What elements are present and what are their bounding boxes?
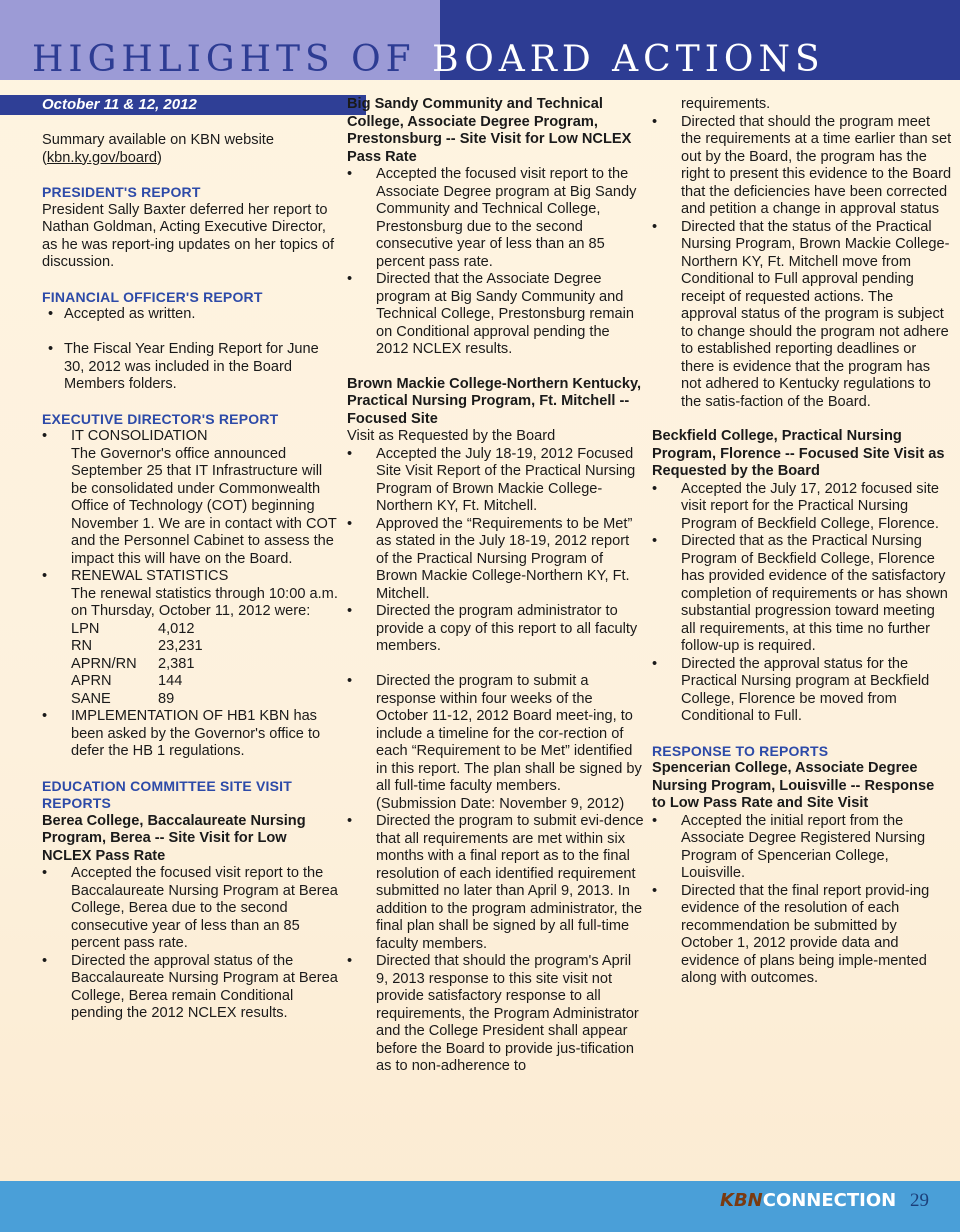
column-middle bbox=[347, 96, 645, 1076]
executive-report-heading: EXECUTIVE DIRECTOR'S REPORT bbox=[42, 410, 279, 427]
date-banner: October 11 & 12, 2012 bbox=[0, 95, 366, 115]
logo-kbn: KBN bbox=[720, 1190, 763, 1211]
column-left bbox=[42, 96, 340, 1023]
kbn-website-link[interactable]: kbn.ky.gov/board bbox=[46, 149, 157, 166]
stat-row bbox=[71, 621, 340, 639]
exec-bullet-renewal-text: The renewal statistics through 10:00 a.m. on Thursday, October 11, 2012 were: bbox=[71, 585, 338, 619]
stat-row bbox=[71, 673, 340, 691]
beckfield-bullet-3: • Directed the approval status for the Practical Nursing program at Beckfield College, Florence be moved from Conditional to Full. bbox=[652, 656, 952, 726]
bigsandy-heading: Big Sandy Community and Technical College, Associate Degree Program, Prestonsburg -- Site Visit for Low NCLEX Pass Rate bbox=[347, 96, 632, 165]
exec-bullet-it bbox=[42, 428, 340, 568]
kbn-connection-logo bbox=[720, 1191, 896, 1211]
brown-bullet-3: • Directed the program administrator to provide a copy of this report to all faculty members. bbox=[347, 603, 645, 656]
response-reports-heading: RESPONSE TO REPORTS bbox=[652, 742, 829, 759]
education-heading-line-2: REPORTS bbox=[42, 795, 112, 811]
brown-bullet-8: • Directed that the status of the Practical Nursing Program, Brown Mackie College-Northern KY, Ft. Mitchell move from Conditional to Full approval pending receipt of requested actions. The approval status of the program is subject to change should the program not adhere to established reporting deadlines or there is evidence that the program has not adhered to Kentucky regulations to the satis-faction of the Board. bbox=[652, 219, 952, 412]
brown-bullet-1: • Accepted the July 18-19, 2012 Focused Site Visit Report of the Practical Nursing Program of Brown Mackie College-Northern KY, Ft. Mitchell. bbox=[347, 446, 645, 516]
exec-bullet-renewal bbox=[42, 568, 340, 621]
summary-line-2 bbox=[42, 150, 340, 168]
summary-line-1: Summary available on KBN website bbox=[42, 132, 274, 148]
berea-bullet-1: • Accepted the focused visit report to the Baccalaureate Nursing Program at Berea College, Berea due to the second consecutive year of less than an 85 percent pass rate. bbox=[42, 865, 340, 953]
header-banner bbox=[0, 0, 960, 80]
education-heading-line-1: EDUCATION COMMITTEE SITE VISIT bbox=[42, 777, 292, 794]
financial-bullet-1: • Accepted as written. bbox=[42, 306, 340, 324]
stat-value: 89 bbox=[158, 690, 175, 707]
brown-bullet-2: • Approved the “Requirements to be Met” as stated in the July 18-19, 2012 report of the Practical Nursing Program of Brown Mackie College-Northern KY, Ft. Mitchell. bbox=[347, 516, 645, 604]
presidents-report-heading: PRESIDENT'S REPORT bbox=[42, 184, 201, 200]
brown-mackie-heading: Brown Mackie College-Northern Kentucky, Practical Nursing Program, Ft. Mitchell -- Focused Site bbox=[347, 375, 642, 427]
stat-value: 4,012 bbox=[158, 620, 195, 637]
brown-bullet-7: • Directed that should the program meet the requirements at a time earlier than set out by the Board, the program has the right to present this evidence to the Board that the deficiencies have been corrected and petition a change in approval status bbox=[652, 114, 952, 219]
brown-mackie-subheading: Visit as Requested by the Board bbox=[347, 428, 556, 444]
renewal-stats-table bbox=[42, 621, 340, 709]
stat-row bbox=[71, 638, 340, 656]
exec-bullet-it-title: • IT CONSOLIDATION bbox=[71, 428, 208, 444]
paren-close: ) bbox=[156, 149, 162, 166]
bigsandy-bullet-1: • Accepted the focused visit report to the Associate Degree program at Big Sandy Community and Technical College, Prestonsburg due to the second consecutive year of less than an 85 percent pass rate. bbox=[347, 166, 645, 271]
stat-label: SANE bbox=[71, 690, 111, 707]
beckfield-bullet-2: • Directed that as the Practical Nursing Program of Beckfield College, Florence has provided evidence of the satisfactory completion of requirements or has shown substantial progression toward meeting all requirements, at this time no further follow-up is required. bbox=[652, 533, 952, 656]
stat-label: LPN bbox=[71, 620, 100, 637]
title-part-1: HIGHLIGHTS OF bbox=[32, 39, 433, 80]
education-committee-heading bbox=[42, 778, 340, 813]
stat-value: 2,381 bbox=[158, 655, 195, 672]
stat-row bbox=[71, 656, 340, 674]
page-title bbox=[32, 40, 825, 80]
title-part-2: BOARD ACTIONS bbox=[432, 39, 825, 80]
exec-bullet-it-text: The Governor's office announced September 25 that IT Infrastructure will be consolidated under Commonwealth Office of Technology (COT) beginning November 1. We are in contact with COT and the Personnel Cabinet to assess the impact this will have on the Board. bbox=[71, 445, 337, 567]
presidents-report-text: President Sally Baxter deferred her report to Nathan Goldman, Acting Executive Director, as he was report-ing updates on her topics of discussion. bbox=[42, 201, 335, 270]
berea-heading: Berea College, Baccalaureate Nursing Program, Berea -- Site Visit for Low NCLEX Pass Rate bbox=[42, 812, 306, 864]
stat-label: APRN bbox=[71, 673, 112, 689]
stat-label: APRN/RN bbox=[71, 655, 137, 672]
summary-note bbox=[42, 132, 340, 167]
spencerian-bullet-2: • Directed that the final report provid-ing evidence of the resolution of each recommendation be submitted by October 1, 2012 provide data and evidence of plans being imple-mented along with outcomes. bbox=[652, 883, 952, 988]
exec-bullet-hb1: • IMPLEMENTATION OF HB1 KBN has been asked by the Governor's office to defer the HB 1 regulations. bbox=[42, 708, 340, 761]
berea-bullet-2: • Directed the approval status of the Baccalaureate Nursing Program at Berea College, Berea remain Conditional pending the 2012 NCLEX results. bbox=[42, 953, 340, 1023]
financial-report-heading: FINANCIAL OFFICER'S REPORT bbox=[42, 288, 263, 305]
logo-connection: CONNECTION bbox=[762, 1190, 897, 1211]
stat-label: RN bbox=[71, 638, 93, 654]
brown-bullet-6: • Directed that should the program's April 9, 2013 response to this site visit not provide satisfactory response to all requirements, the Program Administrator and the College President shall appear before the Board to provide jus-tification as to non-adherence to bbox=[347, 953, 645, 1076]
continued-text: requirements. bbox=[681, 96, 771, 112]
column-right bbox=[652, 96, 952, 988]
beckfield-heading: Beckfield College, Practical Nursing Program, Florence -- Focused Site Visit as Requested by the Board bbox=[652, 428, 945, 479]
paren-open: ( bbox=[42, 149, 47, 166]
stat-row bbox=[71, 691, 340, 709]
brown-bullet-4: • Directed the program to submit a response within four weeks of the October 11-12, 2012 Board meet-ing, to include a timeline for the cor-rection of each “Requirement to be Met” identified in this report. The plan shall be signed by all full-time faculty members. (Submission Date: November 9, 2012) bbox=[347, 673, 645, 813]
spencerian-heading: Spencerian College, Associate Degree Nursing Program, Louisville -- Response to Low Pass Rate and Site Visit bbox=[652, 760, 935, 811]
beckfield-bullet-1: • Accepted the July 17, 2012 focused site visit report for the Practical Nursing Program of Beckfield College, Florence. bbox=[652, 481, 952, 534]
exec-bullet-renewal-title: • RENEWAL STATISTICS bbox=[71, 568, 229, 584]
brown-bullet-5: • Directed the program to submit evi-dence that all requirements are met within six months with a final report as to the final resolution of each identified requirement submitted no later than April 9, 2013. In addition to the program administrator, the final plan shall be signed by all full-time faculty members. bbox=[347, 813, 645, 953]
stat-value: 144 bbox=[158, 673, 183, 689]
bigsandy-bullet-2: • Directed that the Associate Degree program at Big Sandy Community and Technical College, Prestonsburg remain on Conditional approval pending the 2012 NCLEX results. bbox=[347, 271, 645, 359]
stat-value: 23,231 bbox=[158, 638, 203, 654]
spencerian-bullet-1: • Accepted the initial report from the Associate Degree Registered Nursing Program of Spencerian College, Louisville. bbox=[652, 813, 952, 883]
financial-bullet-2: • The Fiscal Year Ending Report for June 30, 2012 was included in the Board Members folders. bbox=[42, 341, 340, 394]
page-number: 29 bbox=[910, 1190, 929, 1211]
